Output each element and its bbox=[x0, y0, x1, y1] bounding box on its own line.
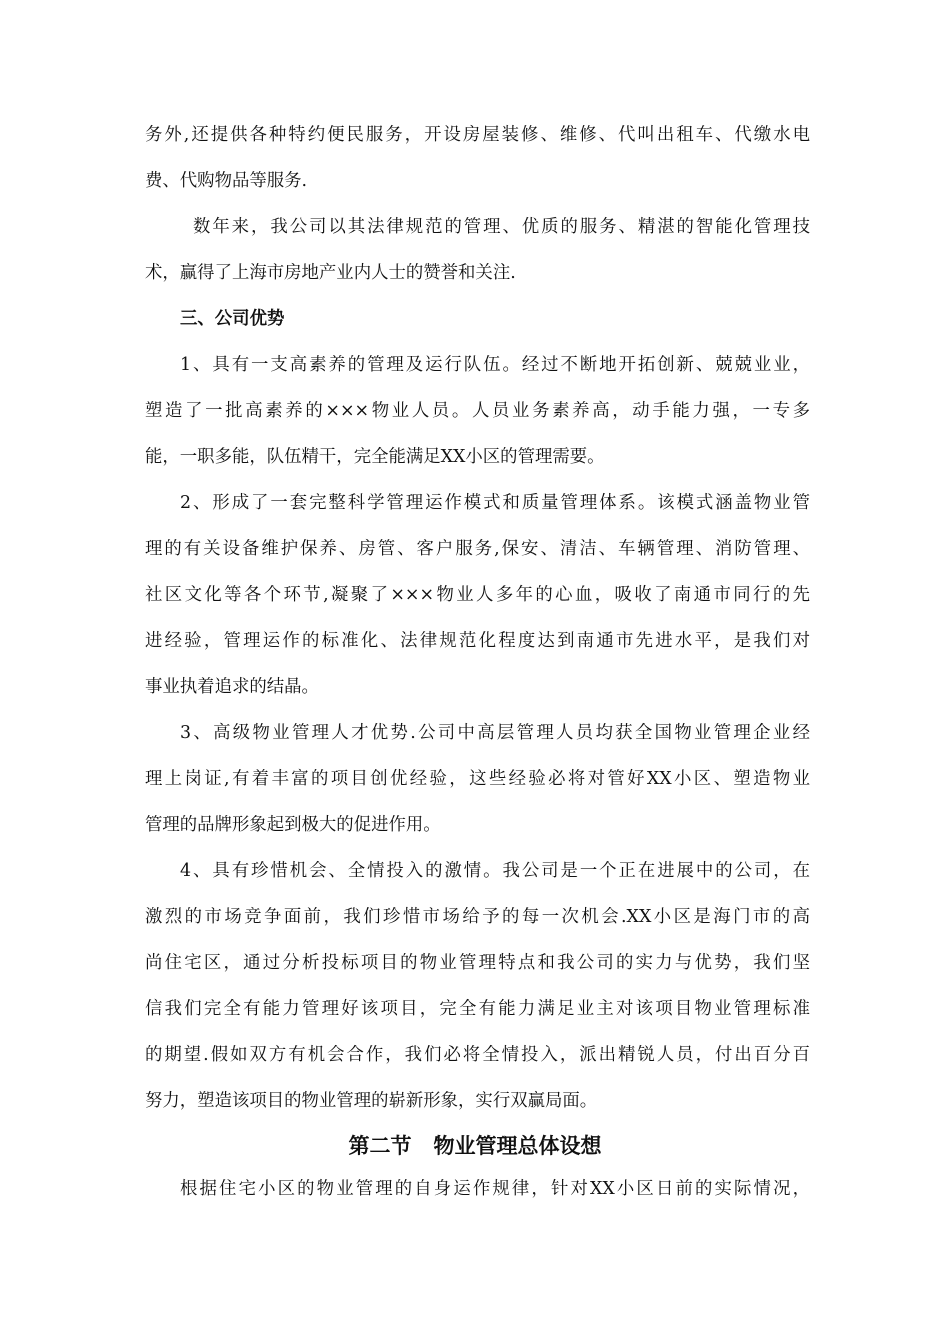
paragraph-line: 3、高级物业管理人才优势.公司中高层管理人员均获全国物业管理企业经 bbox=[180, 723, 810, 743]
paragraph-line: 的期望.假如双方有机会合作，我们必将全情投入，派出精锐人员，付出百分百 bbox=[145, 1045, 810, 1065]
subsection-heading: 三、公司优势 bbox=[180, 309, 285, 329]
paragraph-line: 能，一职多能，队伍精干，完全能满足XX小区的管理需要。 bbox=[145, 447, 605, 467]
paragraph-line: 根据住宅小区的物业管理的自身运作规律，针对XX小区日前的实际情况， bbox=[180, 1179, 810, 1199]
paragraph-line: 术，赢得了上海市房地产业内人士的赞誉和关注. bbox=[145, 263, 516, 283]
paragraph-line: 理上岗证,有着丰富的项目创优经验，这些经验必将对管好XX小区、塑造物业 bbox=[145, 769, 810, 789]
paragraph-line: 费、代购物品等服务. bbox=[145, 171, 308, 191]
paragraph-line: 管理的品牌形象起到极大的促进作用。 bbox=[145, 815, 441, 835]
paragraph-line: 事业执着追求的结晶。 bbox=[145, 677, 319, 697]
paragraph-line: 社区文化等各个环节,凝聚了×××物业人多年的心血，吸收了南通市同行的先 bbox=[145, 585, 810, 605]
paragraph-line: 进经验，管理运作的标准化、法律规范化程度达到南通市先进水平，是我们对 bbox=[145, 631, 810, 651]
paragraph-line: 信我们完全有能力管理好该项目，完全有能力满足业主对该项目物业管理标准 bbox=[145, 999, 810, 1019]
paragraph-line: 数年来，我公司以其法律规范的管理、优质的服务、精湛的智能化管理技 bbox=[193, 217, 810, 237]
paragraph-line: 理的有关设备维护保养、房管、客户服务,保安、清洁、车辆管理、消防管理、 bbox=[145, 539, 810, 559]
paragraph-line: 1、具有一支高素养的管理及运行队伍。经过不断地开拓创新、兢兢业业， bbox=[180, 355, 810, 375]
paragraph-line: 激烈的市场竞争面前，我们珍惜市场给予的每一次机会.XX小区是海门市的高 bbox=[145, 907, 810, 927]
paragraph-line: 4、具有珍惜机会、全情投入的激情。我公司是一个正在进展中的公司，在 bbox=[180, 861, 810, 881]
paragraph-line: 2、形成了一套完整科学管理运作模式和质量管理体系。该模式涵盖物业管 bbox=[180, 493, 810, 513]
paragraph-line: 努力，塑造该项目的物业管理的崭新形象，实行双赢局面。 bbox=[145, 1091, 598, 1111]
paragraph-line: 务外,还提供各种特约便民服务，开设房屋装修、维修、代叫出租车、代缴水电 bbox=[145, 125, 810, 145]
paragraph-line: 尚住宅区，通过分析投标项目的物业管理特点和我公司的实力与优势，我们坚 bbox=[145, 953, 810, 973]
paragraph-line: 塑造了一批高素养的×××物业人员。人员业务素养高，动手能力强，一专多 bbox=[145, 401, 810, 421]
section-heading: 第二节 物业管理总体设想 bbox=[348, 1134, 602, 1158]
